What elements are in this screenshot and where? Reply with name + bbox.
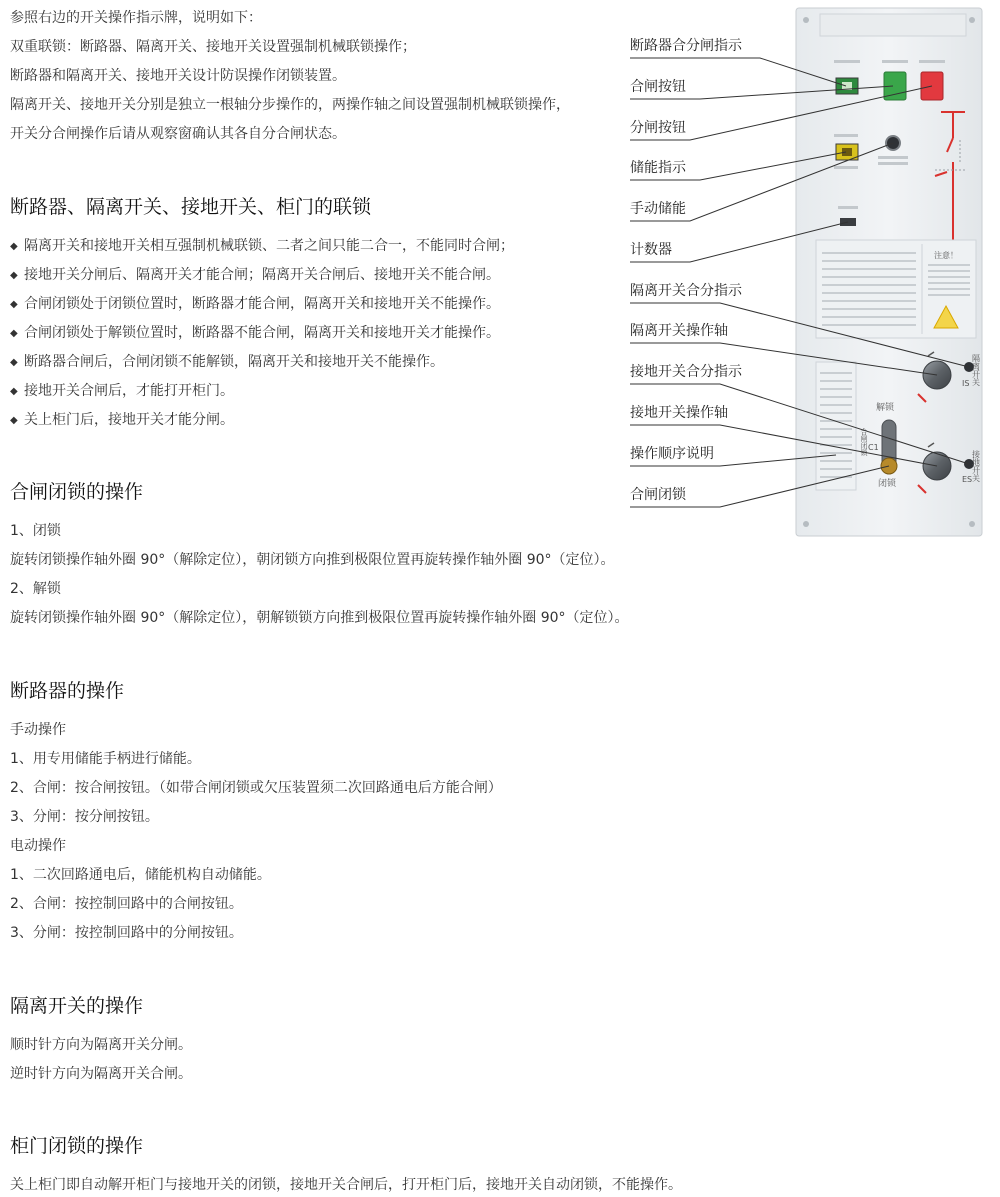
paragraph-line: 1、闭锁 — [10, 523, 61, 539]
section-title-isolator: 隔离开关的操作 — [10, 995, 144, 1017]
paragraph-line: 3、分闸：按控制回路中的分闸按钮。 — [10, 925, 243, 941]
bullet-icon: ◆ — [10, 328, 18, 339]
bullet-icon: ◆ — [10, 386, 18, 397]
paragraph-line: 2、合闸：按合闸按钮。（如带合闸闭锁或欠压装置须二次回路通电后方能合闸） — [10, 780, 502, 796]
callout-counter: 计数器 — [630, 242, 672, 258]
paragraph-line: 逆时针方向为隔离开关合闸。 — [10, 1066, 192, 1082]
list-item-text: 断路器合闸后，合闸闭锁不能解锁，隔离开关和接地开关不能操作。 — [24, 354, 444, 370]
panel-drawing — [0, 0, 1000, 560]
intro-line: 开关分合闸操作后请从观察窗确认其各自分合闸状态。 — [10, 126, 346, 142]
callout-close-button: 合闸按钮 — [630, 79, 686, 95]
screw-icon — [969, 521, 975, 527]
paragraph-line: 关上柜门即自动解开柜门与接地开关的闭锁，接地开关合闸后，打开柜门后，接地开关自动闭锁，不能操作。 — [10, 1177, 682, 1193]
callout-breaker-indicator: 断路器合分闸指示 — [630, 38, 742, 54]
callout-isolator-shaft: 隔离开关操作轴 — [630, 323, 728, 339]
intro-line: 隔离开关、接地开关分别是独立一根轴分步操作的，两操作轴之间设置强制机械联锁操作， — [10, 97, 570, 113]
intro-line: 断路器和隔离开关、接地开关设计防误操作闭锁装置。 — [10, 68, 346, 84]
callout-manual-charge: 手动储能 — [630, 201, 686, 217]
intro-line: 参照右边的开关操作指示牌，说明如下： — [10, 10, 262, 26]
callout-sequence-note: 操作顺序说明 — [630, 446, 714, 462]
paragraph-line: 2、解锁 — [10, 581, 61, 597]
section-title-door-lock: 柜门闭锁的操作 — [10, 1135, 144, 1157]
paragraph-line: 1、用专用储能手柄进行储能。 — [10, 751, 201, 767]
bullet-icon: ◆ — [10, 270, 18, 281]
screw-icon — [969, 17, 975, 23]
paragraph-line: 电动操作 — [10, 838, 66, 854]
paragraph-line: 2、合闸：按控制回路中的合闸按钮。 — [10, 896, 243, 912]
panel-title-slot — [820, 14, 966, 36]
paragraph-line: 顺时针方向为隔离开关分闸。 — [10, 1037, 192, 1053]
switch-panel-figure — [0, 0, 1000, 560]
callout-earth-shaft: 接地开关操作轴 — [630, 405, 728, 421]
screw-icon — [803, 521, 809, 527]
is-label: IS — [962, 379, 970, 388]
paragraph-line: 3、分闸：按分闸按钮。 — [10, 809, 159, 825]
closing-lock-vertical-label: 合闸闭锁 — [860, 428, 868, 456]
isolator-vertical-label: 隔离开关 — [971, 354, 981, 386]
bullet-icon: ◆ — [10, 415, 18, 426]
list-item-text: 接地开关合闸后，才能打开柜门。 — [24, 383, 234, 399]
paragraph-line: 旋转闭锁操作轴外圈 90°（解除定位），朝解锁锁方向推到极限位置再旋转操作轴外圈 90°（定位）。 — [10, 610, 629, 626]
earth-vertical-label: 接地开关 — [971, 450, 981, 482]
bullet-icon: ◆ — [10, 299, 18, 310]
callout-earth-indicator: 接地开关合分指示 — [630, 364, 742, 380]
es-label: ES — [962, 475, 973, 484]
list-item-text: 关上柜门后，接地开关才能分闸。 — [24, 412, 234, 428]
callout-isolator-indicator: 隔离开关合分指示 — [630, 283, 742, 299]
list-item-text: 接地开关分闸后、隔离开关才能合闸；隔离开关合闸后、接地开关不能合闸。 — [24, 267, 500, 283]
paragraph-line: 手动操作 — [10, 722, 66, 738]
unlock-label: 解锁 — [876, 403, 895, 413]
callout-charge-indicator: 储能指示 — [630, 160, 686, 176]
bullet-icon: ◆ — [10, 241, 18, 252]
callout-open-button: 分闸按钮 — [630, 120, 686, 136]
screw-icon — [803, 17, 809, 23]
paragraph-line: 1、二次回路通电后，储能机构自动储能。 — [10, 867, 271, 883]
section-title-interlock: 断路器、隔离开关、接地开关、柜门的联锁 — [10, 196, 372, 218]
callout-closing-lock: 合闸闭锁 — [630, 487, 686, 503]
lock-label: 闭锁 — [878, 479, 897, 489]
list-item-text: 合闸闭锁处于闭锁位置时，断路器才能合闸，隔离开关和接地开关不能操作。 — [24, 296, 500, 312]
intro-line: 双重联锁：断路器、隔离开关、接地开关设置强制机械联锁操作； — [10, 39, 416, 55]
section-title-closing-lock: 合闸闭锁的操作 — [10, 481, 144, 503]
list-item-text: 隔离开关和接地开关相互强制机械联锁、二者之间只能二合一，不能同时合闸； — [24, 238, 514, 254]
paragraph-line: 旋转闭锁操作轴外圈 90°（解除定位），朝闭锁方向推到极限位置再旋转操作轴外圈 90°（定位）。 — [10, 552, 615, 568]
bullet-icon: ◆ — [10, 357, 18, 368]
list-item-text: 合闸闭锁处于解锁位置时，断路器不能合闸，隔离开关和接地开关才能操作。 — [24, 325, 500, 341]
caution-label: 注意！ — [934, 251, 958, 260]
c1-label: C1 — [868, 443, 879, 452]
section-title-breaker: 断路器的操作 — [10, 680, 125, 702]
